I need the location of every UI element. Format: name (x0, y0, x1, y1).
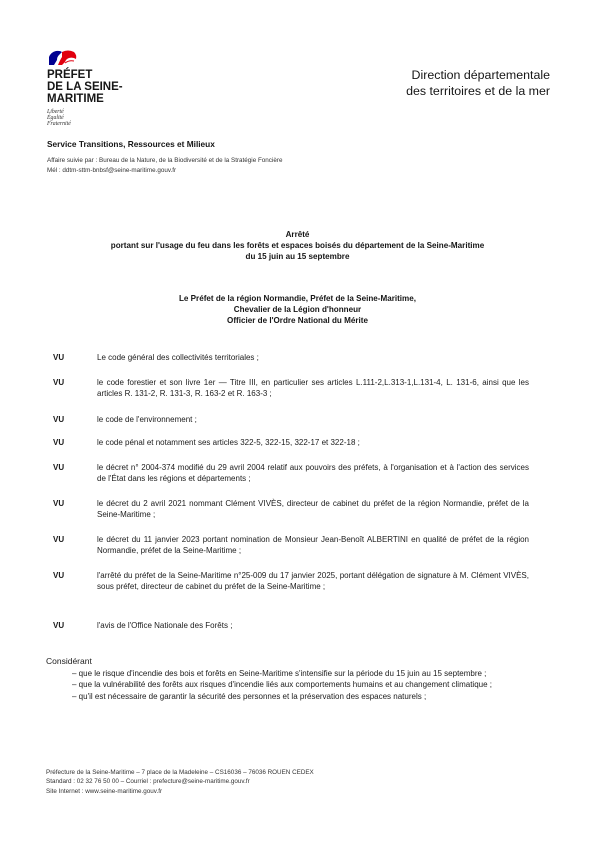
vu-label: VU (53, 463, 65, 472)
considerant-item: – qu'il est nécessaire de garantir la sécurité des personnes et la préservation des espaces naturels ; (72, 691, 427, 701)
vu-text: le code pénal et notamment ses articles 322-5, 322-15, 322-17 et 322-18 ; (97, 438, 360, 447)
vu-label: VU (53, 621, 65, 630)
republic-motto: Liberté Égalité Fraternité (47, 109, 71, 128)
affaire-line: Affaire suivie par : Bureau de la Nature, de la Biodiversité et de la Stratégie Foncière (47, 157, 283, 164)
footer-address: Préfecture de la Seine-Maritime – 7 place de la Madeleine – CS16036 – 76036 ROUEN CEDEX (46, 769, 314, 776)
vu-text: l'avis de l'Office Nationale des Forêts ; (97, 621, 233, 630)
vu-item (53, 377, 553, 400)
vu-label: VU (53, 378, 65, 387)
vu-item (53, 462, 553, 485)
vu-text: le décret n° 2004-374 modifié du 29 avril 2004 relatif aux pouvoirs des préfets, à l'organisation et à l'action des services de l'État dans les régions et départements ; (97, 463, 529, 484)
vu-item (53, 498, 553, 521)
vu-label: VU (53, 415, 65, 424)
page-footer (46, 768, 466, 796)
vu-item (53, 352, 553, 363)
prefet-title-block: Le Préfet de la région Normandie, Préfet de la Seine-Maritime, Chevalier de la Légion d'honneur Officier de l'Ordre National du Mérite (178, 294, 417, 325)
vu-item (53, 570, 553, 593)
vu-text: l'arrêté du préfet de la Seine-Maritime n°25-009 du 17 janvier 2025, portant délégation de signature à M. Clément VIVÈS, sous préfet, directeur de cabinet du préfet de la Seine-Maritime ; (97, 571, 529, 592)
email-line: Mél : ddtm-sttm-bnbsf@seine-maritime.gouv.fr (47, 167, 177, 174)
vu-item (53, 437, 553, 448)
footer-contact: Standard : 02 32 76 50 00 – Courriel : prefecture@seine-maritime.gouv.fr (46, 778, 250, 786)
vu-label: VU (53, 438, 65, 447)
vu-label: VU (53, 353, 65, 362)
prefet-name: PRÉFET DE LA SEINE- MARITIME (47, 69, 123, 105)
vu-label: VU (53, 571, 65, 580)
service-name: Service Transitions, Ressources et Milieux (47, 139, 215, 149)
vu-text: Le code général des collectivités territoriales ; (97, 353, 259, 362)
vu-text: le décret du 11 janvier 2023 portant nomination de Monsieur Jean-Benoît ALBERTINI en qualité de préfet de la région Normandie, préfet de la Seine-Maritime ; (97, 535, 529, 556)
vu-item (53, 620, 553, 631)
footer-website: Site Internet : www.seine-maritime.gouv.fr (46, 787, 163, 795)
vu-item (53, 534, 553, 557)
prefecture-logo-block (47, 48, 147, 128)
considerant-item: – que la vulnérabilité des forêts aux risques d'incendie liés aux comportements humains et au changement climatique ; (72, 680, 492, 689)
vu-text: le décret du 2 avril 2021 nommant Clément VIVÈS, directeur de cabinet du préfet de la région Normandie, préfet de la Seine-Maritime ; (97, 499, 529, 520)
vu-label: VU (53, 535, 65, 544)
considerant-section (46, 656, 556, 702)
vu-text: le code de l'environnement ; (97, 415, 197, 424)
marianne-logo-icon (47, 48, 79, 66)
considerant-item: – que le risque d'incendie des bois et forêts en Seine-Maritime s'intensifie sur la période du 15 juin au 15 septembre ; (72, 668, 487, 678)
vu-text: le code forestier et son livre 1er — Titre III, en particulier ses articles L.111-2,L.313-1,L.131-4, L. 131-6, ainsi que les articles R. 131-2, R. 131-3, R. 163-2 et R. 163-3 ; (97, 378, 529, 399)
vu-label: VU (53, 499, 65, 508)
vu-item (53, 414, 553, 425)
arrete-title: Arrêté portant sur l'usage du feu dans les forêts et espaces boisés du département de la Seine-Maritime du 15 juin au 15 septembre (110, 230, 485, 261)
considerant-title: Considérant (46, 656, 92, 666)
ddtm-heading: Direction départementale des territoires et de la mer (406, 68, 550, 98)
